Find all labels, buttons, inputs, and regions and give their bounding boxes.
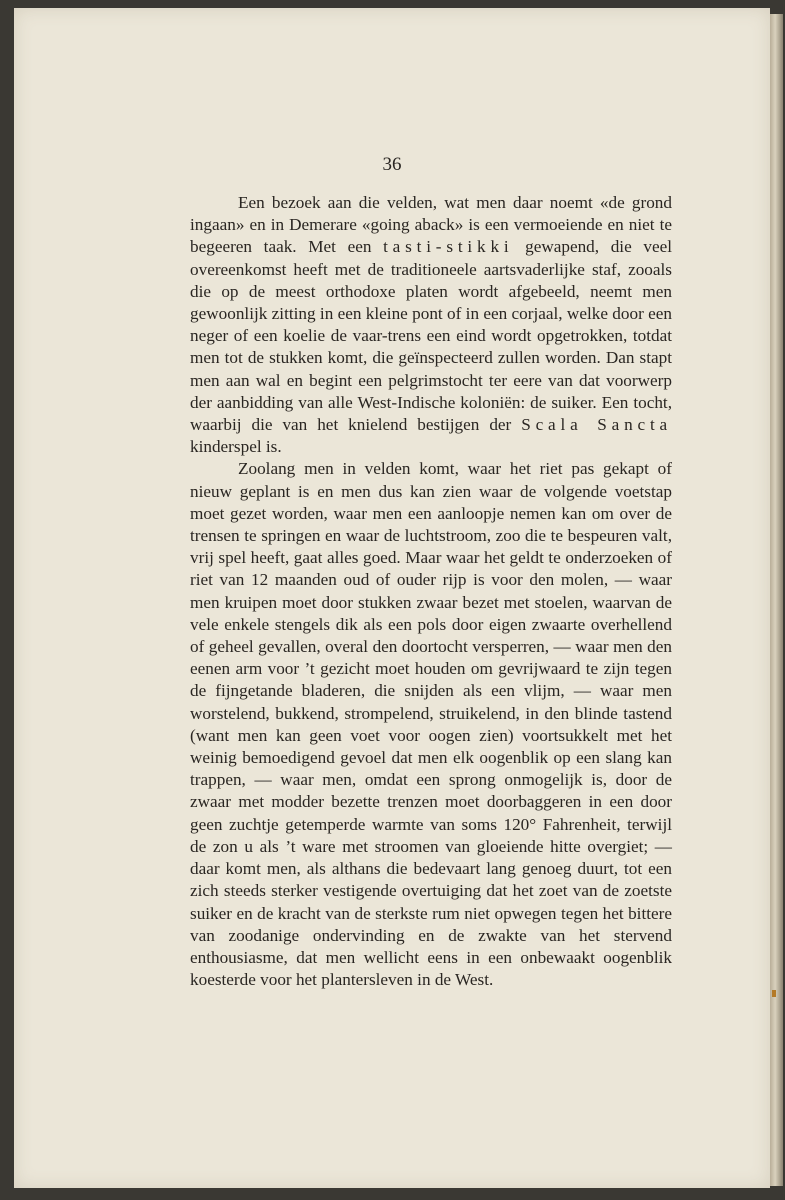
- page-edge: [770, 14, 783, 1186]
- book-page: [14, 8, 770, 1188]
- body-text: [190, 192, 672, 991]
- paragraph-2: Zoolang men in velden komt, waar het riet pas gekapt of nieuw geplant is en men dus kan zien waar de volgende voetstap moet gezet worden, waar men een aanloopje nemen kan om over de trensen te springen en waar de luchtstroom, zoo die te bespeuren valt, vrij spel heeft, gaat alles goed. Maar waar het geldt te onderzoeken of riet van 12 maanden oud of ouder rijp is voor den molen, — waar men kruipen moet door stukken zwaar bezet met stoelen, waarvan de vele enkele stengels dik als een pols door eigen zwaarte overhellend of geheel gevallen, overal den doortocht versperren, — waar men den eenen arm voor ’t gezicht moet houden om gevrijwaard te zijn tegen de fijngetande bladeren, die snijden als een vlijm, — waar men worstelend, bukkend, strompelend, struikelend, in den blinde tastend (want men kan geen voet voor oogen zien) voortsukkelt met het weinig bemoedigend gevoel dat men elk oogenblik op een slang kan trappen, — waar men, omdat een sprong onmogelijk is, door de zwaar met modder bezette trenzen moet doorbaggeren in een door geen zuchtje getemperde warmte van soms 120° Fahrenheit, terwijl de zon u als ’t ware met stroomen van gloeiende hitte overgiet; — daar komt men, als althans die bedevaart lang genoeg duurt, tot een zich steeds sterker vestigende overtuiging dat het zoet van de zoetste suiker en de kracht van de sterkste rum niet opwegen tegen het bittere van zoodanige ondervinding en de zwakte van het stervend enthousiasme, dat men wellicht eens in een onbewaakt oogenblik koesterde voor het plantersleven in de West.: [190, 459, 672, 990]
- term-scala-sancta: Scala Sancta: [521, 415, 672, 435]
- term-tasti-stikki: tasti-stikki: [383, 237, 514, 257]
- edge-mark: [772, 990, 776, 997]
- page-number: 36: [382, 154, 402, 175]
- paragraph-1: Een bezoek aan die velden, wat men daar noemt «de grond ingaan» en in Demerare «going aback» is een vermoeiende en niet te begeeren taak. Met een tasti-stikki gewapend, die veel overeenkomst heeft met de traditioneele aartsvaderlijke staf, zooals die op de meest orthodoxe platen wordt afgebeeld, neemt men gewoonlijk zitting in een kleine pont of in een corjaal, welke door een neger of een koelie de vaar-trens een eind wordt opgetrokken, totdat men tot de stukken komt, die geïnspecteerd zullen worden. Dan stapt men aan wal en begint een pelgrimstocht ter eere van dat voorwerp der aanbidding van alle West-Indische koloniën: de suiker. Een tocht, waarbij die van het knielend bestijgen der Scala Sancta kinderspel is.: [190, 193, 672, 457]
